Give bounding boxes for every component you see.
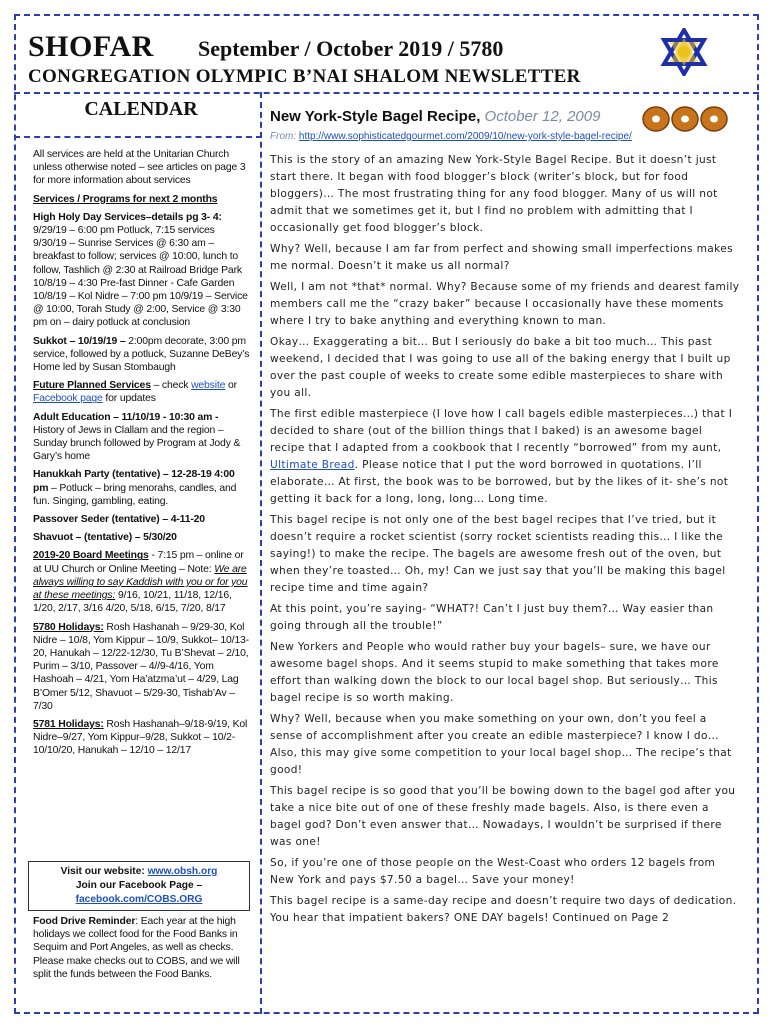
recipe-paragraph: Why? Well, because I am far from perfect and showing small imperfections makes me normal. Doesn’t it make us all normal?: [270, 243, 733, 272]
bagels-icon: [642, 104, 728, 134]
future-services-heading: Future Planned Services: [33, 380, 151, 392]
food-drive-body: : Each year at the high holidays we collect food for the Food Banks in Sequim and Port Angeles, as well as checks. Please make checks out to COBS, and we will split the funds between the Food Banks.: [33, 916, 240, 980]
calendar-column: [33, 148, 251, 763]
recipe-source-label: From:: [270, 131, 299, 142]
calendar-heading: CALENDAR: [84, 98, 198, 120]
holidays-5780-details: Rosh Hashanah – 9/29-30, Kol Nidre – 10/8, Yom Kippur – 10/9, Sukkot– 10/13-20, Hanukah – 12/22-12/30, Tu B’Shevat – 2/10, Purim – 3/10, Passover – 4//9-4/16, Yom Hashoah – 4/21, Yom Ha’atzma’ut – 4/29, Lag B’Omer 5/12, Shavuot – 5/29-30, Tishab’Av – 7/30: [33, 621, 249, 712]
recipe-paragraph: At this point, you’re saying- “WHAT?! Can’t I just buy them?… Way easier than going through all the trouble!”: [270, 603, 714, 632]
food-drive-reminder: [33, 915, 251, 981]
recipe-paragraph-text: The first edible masterpiece (I love how I call bagels edible masterpieces…) that I decided to share (out of the billion things that I baked) is an awesome bagel recipe that I adapted from a cookbook that I recently “borrowed” from my aunt,: [270, 408, 733, 454]
holidays-5781-entry: [33, 718, 251, 758]
board-meetings-details: - 7:15 pm – online or at UU Church or Online Meeting – Note:: [33, 550, 244, 575]
food-drive-heading: Food Drive Reminder: [33, 916, 136, 927]
hanukkah-entry: [33, 468, 251, 508]
recipe-paragraph: Well, I am not *that* normal. Why? Because some of my friends and dearest family members call me the “crazy baker” because I occasionally have these moments where I try to bake anything and everything known to man.: [270, 281, 740, 327]
board-meeting-dates: 9/16, 10/21, 11/18, 12/16, 1/20, 2/17, 3/16 4/20, 5/18, 6/15, 7/20, 8/17: [33, 590, 232, 615]
facebook-url-link[interactable]: facebook.com/COBS.ORG: [75, 894, 203, 905]
recipe-paragraph: [270, 406, 740, 508]
facebook-page-link[interactable]: Facebook page: [33, 393, 103, 405]
future-services-tail: for updates: [102, 393, 156, 405]
kaddish-note: We are always willing to say Kaddish with you or for you at these meetings:: [33, 563, 248, 602]
recipe-paragraph-text: . Please notice that I put the word borrowed in quotations. I’ll elaborate… At first, the book was to be borrowed, but by the likes of it- she’s not getting it back for a long, long, long… Long time.: [270, 459, 729, 505]
star-of-david-icon: [660, 28, 708, 76]
website-label: Visit our website:: [60, 866, 148, 877]
issue-date: September / October 2019 / 5780: [198, 36, 504, 61]
sukkot-heading: Sukkot – 10/19/19 –: [33, 335, 126, 347]
recipe-article: [270, 108, 740, 931]
recipe-paragraph: Okay… Exaggerating a bit… But I seriously do bake a bit too much… This past weekend, I decided that I was going to use all of the baking energy that I built up over the past couple of weeks to create some edible masterpieces to share with you all.: [270, 336, 731, 399]
column-divider: [260, 92, 262, 1014]
holidays-5781-details: Rosh Hashanah–9/18-9/19, Kol Nidre–9/27, Yom Kippur–9/28, Sukkot – 10/2-10/10/20, Hanukah – 12/10 – 12/17: [33, 718, 248, 757]
board-meetings-entry: [33, 549, 251, 615]
sukkot-details: 2:00pm decorate, 3:00 pm service, followed by a potluck, Suzanne DeBey’s Home led by Susan Stombaugh: [33, 335, 250, 374]
adult-education-details: History of Jews in Clallam and the region – Sunday brunch followed by Program at Jody & Gary’s home: [33, 424, 241, 463]
hanukkah-details: – Potluck – bring menorahs, candles, and fun. Singing, gambling, eating.: [33, 482, 237, 507]
website-url-link[interactable]: www.obsh.org: [147, 866, 218, 877]
calendar-heading-divider: [14, 136, 262, 138]
facebook-join-text: Join our Facebook Page –: [75, 880, 203, 891]
recipe-title-text: New York-Style Bagel Recipe,: [270, 108, 485, 125]
recipe-paragraph: This bagel recipe is so good that you’ll be bowing down to the bagel god after you take a nice bite out of one of these freshly made bagels. Also, is there even a bagel god? Don’t even answer that… Nowadays, I wouldn’t be surprised if there was one!: [270, 785, 736, 848]
holidays-5781-heading: 5781 Holidays:: [33, 718, 104, 730]
website-link[interactable]: website: [191, 380, 226, 392]
recipe-date: October 12, 2009: [484, 108, 601, 125]
website-info-box: [28, 861, 250, 911]
recipe-paragraph: New Yorkers and People who would rather buy your bagels– sure, we have our awesome bagel shops. And it seems stupid to make something that takes more effort than walking down the block to our local bagel shop. But seriously… This bagel recipe is so worth making.: [270, 641, 719, 704]
masthead-divider: [14, 92, 759, 94]
recipe-body: [270, 152, 740, 927]
high-holy-days-entry: [33, 211, 251, 330]
recipe-paragraph: This bagel recipe is a same-day recipe and doesn’t require two days of dedication. You hear that impatient bakers? ONE DAY bagels! Continued on Page 2: [270, 895, 737, 924]
high-holy-days-heading: High Holy Day Services–details pg 3- 4:: [33, 211, 222, 223]
newsletter-title: SHOFAR: [28, 30, 154, 63]
recipe-paragraph: This bagel recipe is not only one of the best bagel recipes that I’ve tried, but it doesn’t require a rocket scientist (sorry rocket scientists reading this… I like the saying!) to make the recipe. The bagels are awesome fresh out of the oven, but when they’re toasted… Oh, my! Can we just say that you’ll be making this bagel recipe time and time again?: [270, 514, 726, 594]
sukkot-entry: [33, 335, 251, 375]
ultimate-bread-link[interactable]: Ultimate Bread: [270, 459, 355, 471]
adult-education-heading: Adult Education – 11/10/19 - 10:30 am -: [33, 411, 219, 423]
recipe-paragraph: Why? Well, because when you make something on your own, don’t you feel a sense of accomplishment after you create an edible masterpiece? I know I do… Also, this may give some competition to your local bagel shop… The recipe’s that good!: [270, 713, 732, 776]
hanukkah-heading: Hanukkah Party (tentative) – 12-28-19 4:00 pm: [33, 469, 235, 494]
board-meetings-heading: 2019-20 Board Meetings: [33, 550, 149, 562]
recipe-paragraph: So, if you’re one of those people on the West-Coast who orders 12 bagels from New York and pays $7.50 a bagel… Save your money!: [270, 857, 716, 886]
shavuot-entry: Shavuot – (tentative) – 5/30/20: [33, 532, 177, 544]
passover-entry: Passover Seder (tentative) – 4-11-20: [33, 514, 205, 526]
recipe-source-link[interactable]: http://www.sophisticatedgourmet.com/2009/10/new-york-style-bagel-recipe/: [298, 131, 632, 142]
adult-education-entry: [33, 411, 251, 464]
holidays-5780-entry: [33, 621, 251, 713]
future-services-text: – check: [150, 380, 192, 392]
recipe-paragraph: This is the story of an amazing New York-Style Bagel Recipe. But it doesn’t just start there. It began with food blogger’s block (writer’s block, but for food bloggers)… The most frustrating thing for any food blogger. Many of us will not admit that we sometimes get it, but I find no problem with admitting that I occasionally get food blogger’s block.: [270, 154, 718, 234]
services-heading: Services / Programs for next 2 months: [33, 193, 218, 205]
future-services-or: or: [225, 380, 237, 392]
holidays-5780-heading: 5780 Holidays:: [33, 621, 104, 633]
future-services-entry: [33, 379, 251, 405]
high-holy-days-details: 9/29/19 – 6:00 pm Potluck, 7:15 services 9/30/19 – Sunrise Services @ 6:30 am – breakfast to follow; services @ 10:00, lunch to follow, Tashlich @ 2:30 at Railroad Bridge Park 10/8/19 – 4:30 Pre-fast Dinner - Cafe Garden 10/8/19 – Kol Nidre – 7:00 pm 10/9/19 – Service @ 10:00, Torah Study @ 2:00, Service @ 3:30 pm on – dairy potluck at conclusion: [33, 225, 248, 329]
newsletter-subtitle: CONGREGATION OLYMPIC B’NAI SHALOM NEWSLETTER: [28, 66, 581, 87]
calendar-intro: All services are held at the Unitarian Church unless otherwise noted – see articles on page 3 for more information about services: [33, 149, 246, 187]
